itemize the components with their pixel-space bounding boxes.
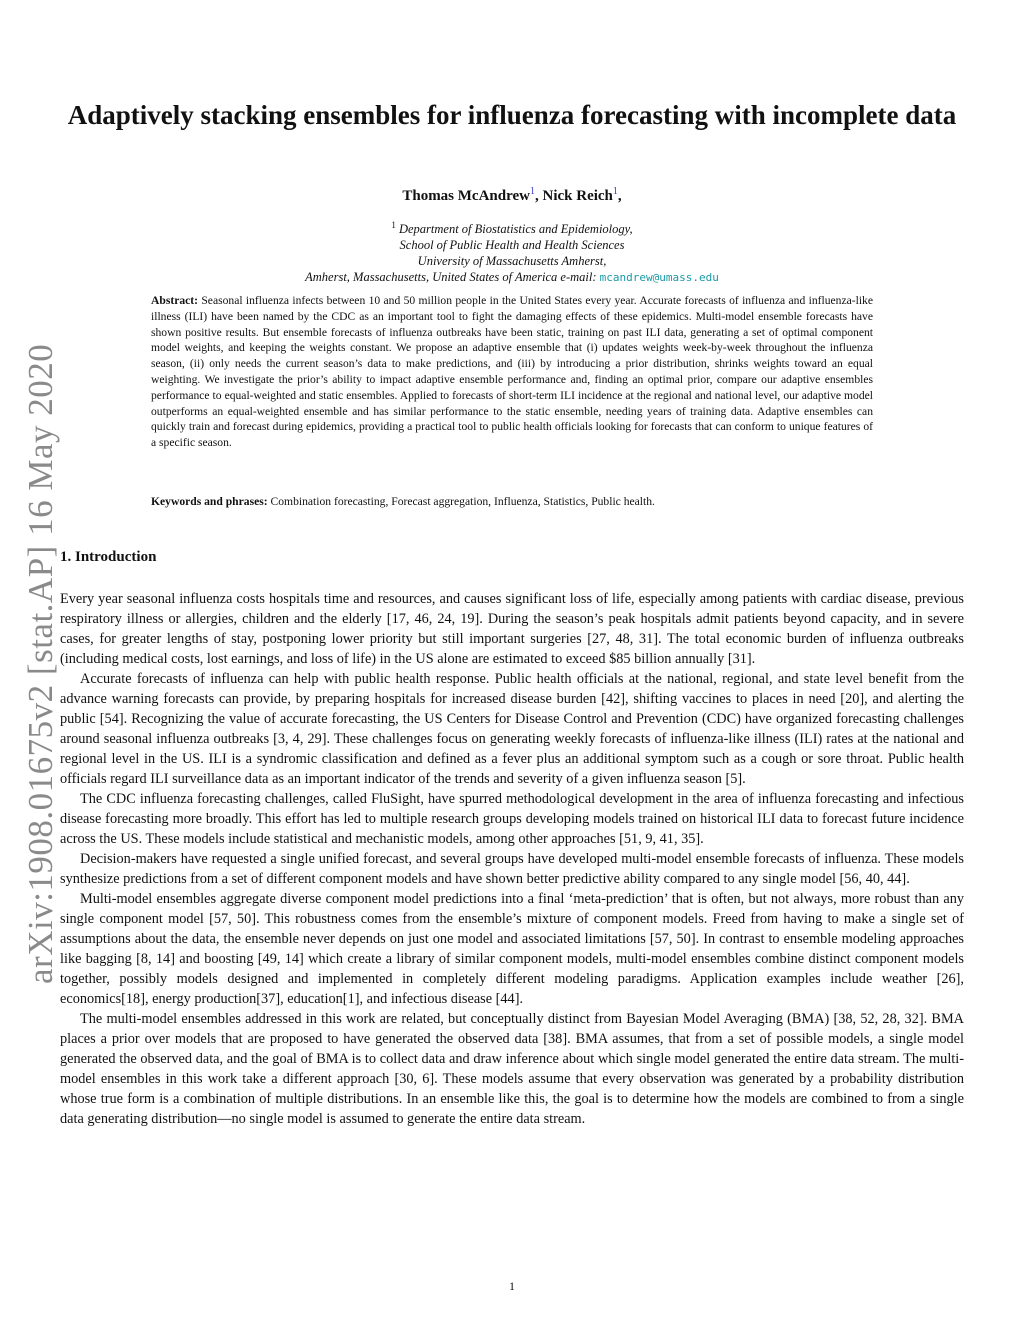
affiliation-school: School of Public Health and Health Sciences <box>399 238 625 253</box>
keywords <box>151 494 873 510</box>
affiliation-university: University of Massachusetts Amherst, <box>417 254 607 269</box>
affiliation-mark: 1 <box>391 220 396 230</box>
author-name: Thomas McAndrew <box>402 188 530 204</box>
body-paragraph: The CDC influenza forecasting challenges, called FluSight, have spurred methodological development in the area of influenza forecasting and infectious disease forecasting more broadly. This effort has led to multiple research groups developing models trained on historical ILI data to forecast future incidence across the US. These models include statistical and mechanistic models, among other approaches [51, 9, 41, 35]. <box>60 791 964 847</box>
keywords-text: Combination forecasting, Forecast aggregation, Influenza, Statistics, Public health. <box>270 495 655 508</box>
body-paragraph: The multi-model ensembles addressed in this work are related, but conceptually distinct from Bayesian Model Averaging (BMA) [38, 52, 28, 32]. BMA places a prior over models that are proposed to have generated the observed data [38]. BMA assumes, that from a set of possible models, a single model generated the observed data, and the goal of BMA is to collect data and draw inference about which single model generated the entire data stream. The multi-model ensembles in this work take a different approach [30, 6]. These models assume that every observation was generated by a probability distribution whose true form is a combination of multiple distributions. In an ensemble like this, the goal is to determine how the models are combined to from a single data generating distribution—no single model is assumed to generate the entire data stream. <box>60 1011 964 1127</box>
introduction-body <box>60 589 964 1129</box>
affiliation-location: Amherst, Massachusetts, United States of America e-mail: <box>305 270 597 285</box>
abstract-text: Seasonal influenza infects between 10 and 50 million people in the United States every year. Accurate forecasts of influenza and influenza-like illness (ILI) have been named by the CDC as an important tool to fight the damaging effects of these epidemics. Multi-model ensemble forecasts have shown positive results. But ensemble forecasts of influenza outbreaks have been static, training on past ILI data, generating a set of optimal component model weights, and keeping the weights constant. We propose an adaptive ensemble that (i) updates weights week-by-week throughout the influenza season, (ii) only needs the current season’s data to make predictions, and (iii) by introducing a prior distribution, shrinks weights toward an equal weighting. We investigate the prior’s ability to impact adaptive ensemble performance and, finding an optimal prior, compare our adaptive ensembles performance to equal-weighted and static ensembles. Applied to forecasts of short-term ILI incidence at the regional and national level, our adaptive model outperforms an equal-weighted ensemble and has similar performance to the static ensemble, needing years of training data. Adaptive ensembles can quickly train and forecast during epidemics, providing a practical tool to public health officials looking for forecasts that can conform to unique features of a specific season. <box>151 294 873 450</box>
body-paragraph: Multi-model ensembles aggregate diverse component model predictions into a final ‘meta-prediction’ that is often, but not always, more robust than any single component model [57, 50]. This robustness comes from the ensemble’s mixture of component models. Freed from having to make a single set of assumptions about the data, the ensemble never depends on just one model and associated limitations [57, 50]. In contrast to ensemble modeling approaches like bagging [8, 14] and boosting [49, 14] which create a library of similar component models, multi-model ensembles combine distinct component models together, possibly models designed and implemented in completely different modeling paradigms. Application examples include weather [26], economics[18], energy production[37], education[1], and infectious disease [44]. <box>60 891 964 1007</box>
abstract <box>151 293 873 451</box>
author-affiliation-mark[interactable]: 1 <box>612 186 618 197</box>
page-number: 1 <box>509 1279 515 1293</box>
abstract-label: Abstract: <box>151 294 199 307</box>
author-affiliation-mark[interactable]: 1 <box>529 186 535 197</box>
arxiv-identifier-text: arXiv:1908.01675v2 [stat.AP] 16 May 2020 <box>21 344 60 984</box>
author-name: Nick Reich <box>542 188 613 204</box>
author-list: Thomas McAndrew$^1$, Nick Reich$^1$, <box>402 186 622 204</box>
body-paragraph: Decision-makers have requested a single unified forecast, and several groups have developed multi-model ensemble forecasts of influenza. These models synthesize predictions from a set of different component models and have shown better predictive ability compared to any single model [56, 40, 44]. <box>60 851 964 887</box>
author-email-link[interactable]: mcandrew@umass.edu <box>599 271 719 285</box>
body-paragraph: Every year seasonal influenza costs hospitals time and resources, and causes significant loss of life, especially among patients with cardiac disease, previous respiratory illness or allergies, children and the elderly [17, 46, 24, 19]. During the season’s peak hospitals admit patients beyond capacity, and in severe cases, for greater lengths of stay, postponing lower priority but still important surgeries [27, 48, 31]. The total economic burden of influenza outbreaks (including medical costs, lost earnings, and loss of life) in the US alone are estimated to exceed $85 billion annually [31]. <box>60 591 964 667</box>
keywords-label: Keywords and phrases: <box>151 495 268 508</box>
affiliation-department: Department of Biostatistics and Epidemiology, <box>398 222 633 237</box>
paper-title: Adaptively stacking ensembles for influenza forecasting with incomplete data <box>67 100 957 130</box>
section-heading-introduction: 1. Introduction <box>60 549 157 565</box>
body-paragraph: Accurate forecasts of influenza can help with public health response. Public health officials at the national, regional, and state level benefit from the advance warning forecasts can provide, by preparing hospitals for increased disease burden [42], shifting vaccines to places in need [20], and alerting the public [54]. Recognizing the value of accurate forecasting, the US Centers for Disease Control and Prevention (CDC) have organized forecasting challenges around seasonal influenza outbreaks [3, 4, 29]. These challenges focus on generating weekly forecasts of influenza-like illness (ILI) rates at the national and regional level in the US. ILI is a syndromic classification and defined as a fever plus an additional symptom such as a cough or sore throat. Public health officials regard ILI surveillance data as an important indicator of the trends and severity of a given influenza season [5]. <box>60 671 964 787</box>
affiliation <box>60 217 964 286</box>
